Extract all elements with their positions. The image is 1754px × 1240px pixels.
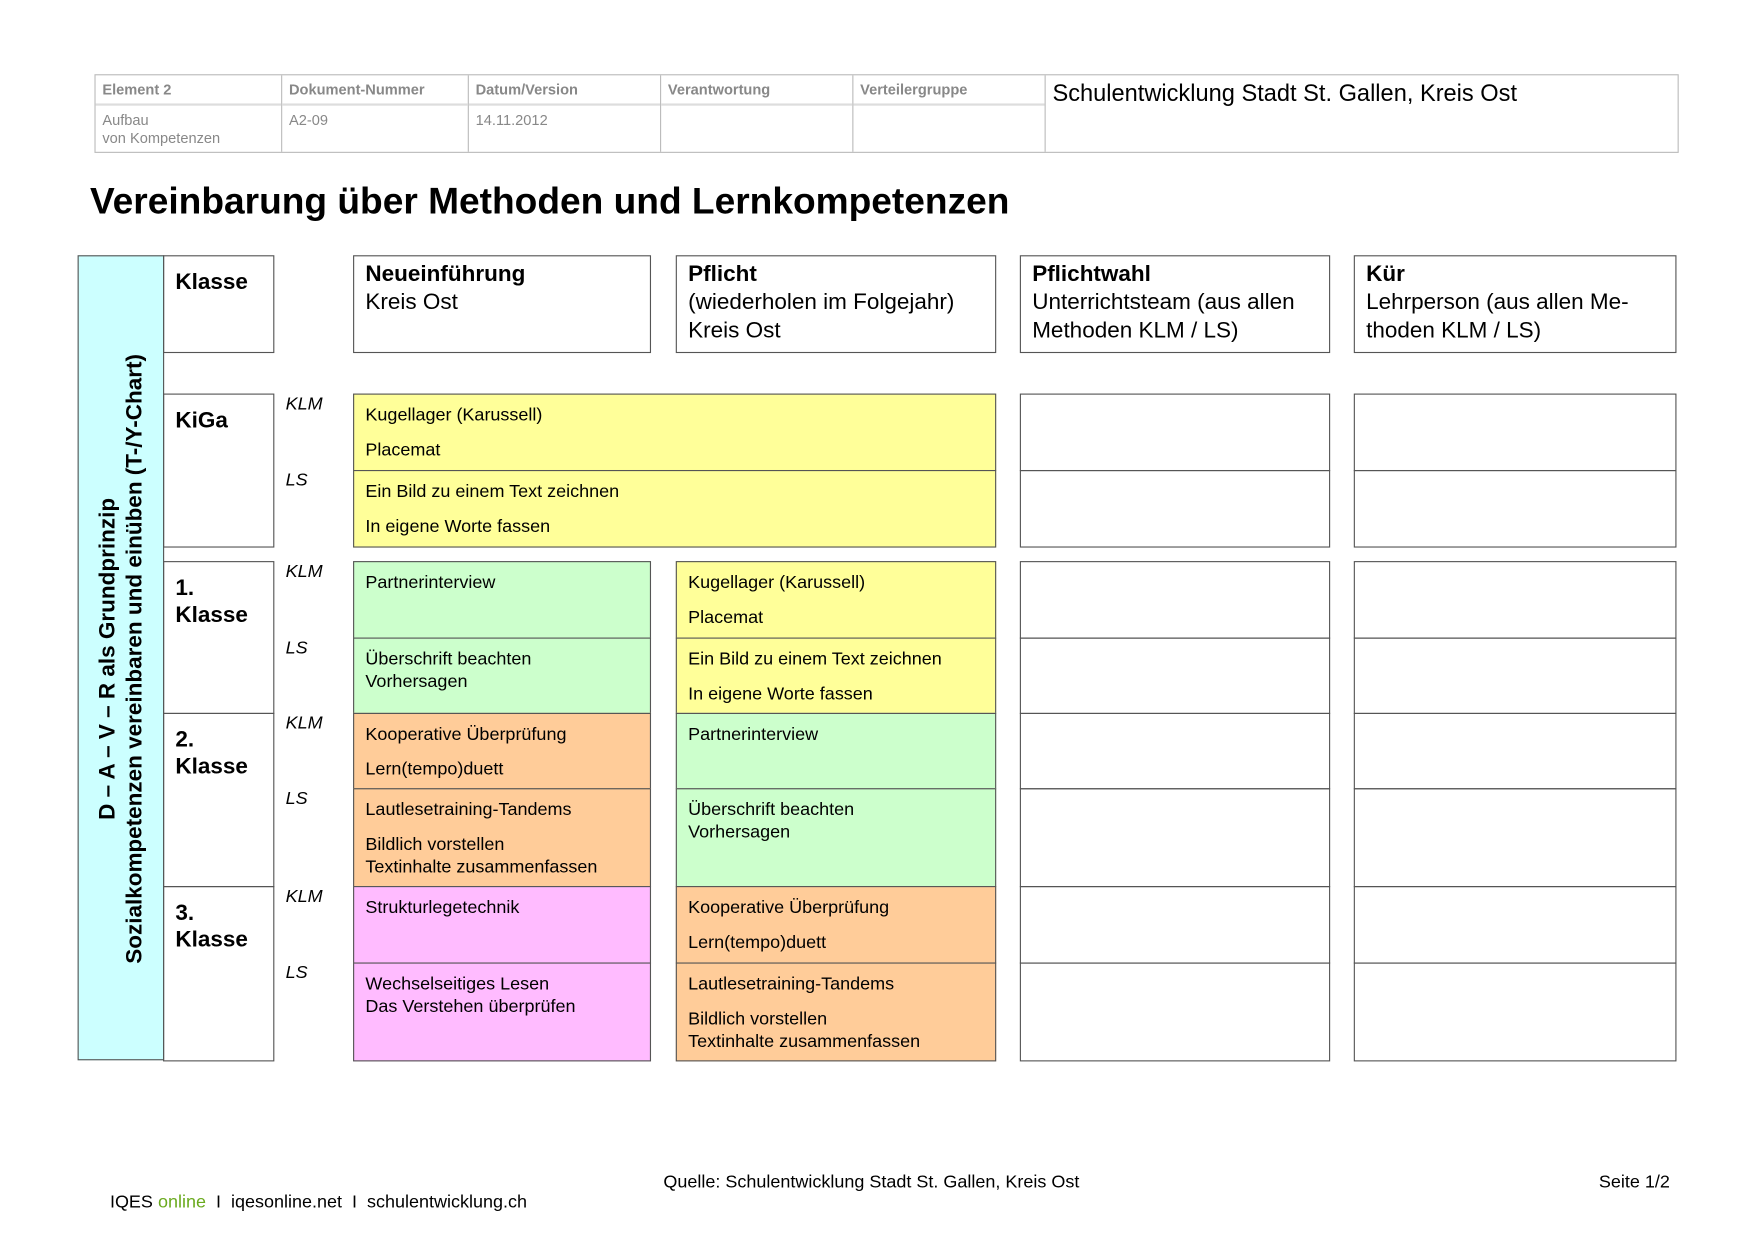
method-item: Strukturlegetechnik bbox=[365, 898, 520, 918]
footer-brand-name: IQES bbox=[109, 1192, 153, 1213]
method-item: Vorhersagen bbox=[688, 823, 791, 843]
header-column bbox=[469, 75, 661, 151]
header-column-title: Dokument-Nummer bbox=[282, 75, 468, 105]
footer-brand-online: online bbox=[157, 1192, 206, 1213]
page-title: Vereinbarung über Methoden und Lernkompetenzen bbox=[89, 179, 1010, 222]
column-header-line: Methoden KLM / LS) bbox=[1032, 318, 1239, 343]
column-header bbox=[353, 255, 651, 353]
ls-label: LS bbox=[285, 789, 308, 809]
method-cell bbox=[676, 886, 996, 964]
empty-cell[interactable] bbox=[1354, 886, 1677, 964]
method-item: Ein Bild zu einem Text zeichnen bbox=[688, 649, 942, 670]
footer-page-number: Seite 1/2 bbox=[1598, 1172, 1670, 1192]
method-item: Placemat bbox=[688, 608, 764, 628]
empty-cell[interactable] bbox=[1020, 962, 1330, 1061]
header-column-value bbox=[661, 106, 852, 117]
empty-cell[interactable] bbox=[1020, 713, 1330, 789]
column-header-title: Pflicht bbox=[688, 261, 757, 287]
klm-label: KLM bbox=[285, 887, 323, 907]
column-header bbox=[1020, 255, 1330, 353]
method-item: Bildlich vorstellen bbox=[688, 1009, 828, 1029]
header-column-value: 14.11.2012 bbox=[475, 111, 548, 129]
method-item: Lern(tempo)duett bbox=[365, 760, 504, 780]
method-item: Ein Bild zu einem Text zeichnen bbox=[365, 482, 620, 502]
klasse-header: Klasse bbox=[163, 255, 274, 353]
method-item: Wechselseitiges Lesen bbox=[365, 974, 550, 994]
method-cell bbox=[353, 713, 651, 789]
method-cell bbox=[353, 561, 651, 639]
header-organization: Schulentwicklung Stadt St. Gallen, Kreis Ost bbox=[1052, 80, 1518, 107]
ls-label: LS bbox=[285, 638, 308, 658]
method-paragraph bbox=[365, 897, 638, 919]
empty-cell[interactable] bbox=[1354, 394, 1677, 472]
method-paragraph bbox=[688, 649, 984, 671]
sidebar-principle bbox=[78, 255, 165, 1060]
column-header-title: Pflichtwahl bbox=[1032, 261, 1151, 287]
column-header-line: Unterrichtsteam (aus allen bbox=[1032, 290, 1295, 315]
method-paragraph bbox=[365, 799, 638, 821]
header-column-value: A2-09 bbox=[288, 111, 328, 129]
method-cell bbox=[353, 788, 651, 887]
method-cell bbox=[353, 638, 651, 714]
empty-cell[interactable] bbox=[1020, 788, 1330, 887]
method-item: Kooperative Überprüfung bbox=[688, 898, 890, 918]
method-paragraph bbox=[365, 572, 638, 594]
document-header-table bbox=[94, 74, 1678, 153]
method-item: Placemat bbox=[365, 440, 441, 460]
header-column-title: Verantwortung bbox=[661, 75, 852, 105]
empty-cell[interactable] bbox=[1354, 788, 1677, 887]
method-item: Textinhalte zusammenfassen bbox=[688, 1032, 921, 1052]
method-item: Textinhalte zusammenfassen bbox=[365, 857, 598, 878]
method-paragraph bbox=[688, 897, 984, 919]
column-header-line: Lehrperson (aus allen Me- bbox=[1366, 290, 1629, 315]
method-paragraph bbox=[688, 1009, 984, 1054]
method-item: Lautlesetraining-Tandems bbox=[688, 974, 895, 994]
method-paragraph bbox=[365, 834, 638, 879]
method-cell bbox=[676, 788, 996, 887]
method-paragraph bbox=[688, 724, 984, 746]
empty-cell[interactable] bbox=[1354, 638, 1677, 714]
method-paragraph bbox=[365, 974, 638, 1019]
column-header-line: Kreis Ost bbox=[688, 318, 781, 343]
footer-source: Quelle: Schulentwicklung Stadt St. Gallen, Kreis Ost bbox=[663, 1172, 1080, 1192]
method-cell bbox=[353, 470, 996, 548]
method-paragraph bbox=[365, 440, 983, 462]
method-item: In eigene Worte fassen bbox=[365, 517, 551, 537]
method-paragraph bbox=[688, 607, 984, 629]
column-header-title: Neueinführung bbox=[365, 261, 526, 287]
method-paragraph bbox=[365, 516, 983, 538]
header-column-value: Aufbau von Kompetenzen bbox=[102, 111, 221, 147]
header-column-title: Datum/Version bbox=[469, 75, 660, 105]
method-item: Kugellager (Karussell) bbox=[365, 405, 543, 426]
empty-cell[interactable] bbox=[1020, 470, 1330, 548]
empty-cell[interactable] bbox=[1020, 394, 1330, 472]
method-item: Bildlich vorstellen bbox=[365, 835, 505, 855]
method-cell bbox=[676, 713, 996, 789]
empty-cell[interactable] bbox=[1354, 713, 1677, 789]
method-item: In eigene Worte fassen bbox=[688, 684, 873, 704]
method-item: Überschrift beachten bbox=[688, 800, 855, 820]
klm-label: KLM bbox=[285, 394, 323, 414]
method-item: Das Verstehen überprüfen bbox=[365, 997, 576, 1017]
empty-cell[interactable] bbox=[1020, 638, 1330, 714]
header-column-title: Element 2 bbox=[96, 75, 282, 105]
column-header bbox=[676, 255, 996, 353]
empty-cell[interactable] bbox=[1354, 962, 1677, 1061]
method-item: Lautlesetraining-Tandems bbox=[365, 800, 572, 820]
method-cell bbox=[676, 638, 996, 714]
header-column bbox=[853, 75, 1045, 151]
method-cell bbox=[353, 886, 651, 964]
method-cell bbox=[353, 394, 996, 472]
method-paragraph bbox=[688, 684, 984, 706]
method-item: Kooperative Überprüfung bbox=[365, 725, 567, 745]
sidebar-line-1: D – A – V – R als Grundprinzip bbox=[95, 497, 121, 820]
header-column-value bbox=[853, 106, 1044, 117]
method-item: Überschrift beachten bbox=[365, 649, 532, 670]
method-paragraph bbox=[365, 481, 983, 503]
empty-cell[interactable] bbox=[1020, 886, 1330, 964]
method-paragraph bbox=[365, 759, 638, 781]
method-paragraph bbox=[365, 405, 983, 427]
klasse-row-label: 1. Klasse bbox=[163, 561, 274, 714]
footer-links[interactable]: I iqesonline.net I schulentwicklung.ch bbox=[215, 1192, 527, 1213]
method-item: Partnerinterview bbox=[365, 573, 496, 593]
method-item: Kugellager (Karussell) bbox=[688, 573, 866, 593]
header-column bbox=[96, 75, 283, 151]
ls-label: LS bbox=[285, 471, 308, 491]
method-item: Vorhersagen bbox=[365, 672, 468, 692]
method-paragraph bbox=[688, 974, 984, 996]
header-column bbox=[661, 75, 853, 151]
empty-cell[interactable] bbox=[1354, 561, 1677, 639]
method-cell bbox=[353, 962, 651, 1061]
footer-brand bbox=[90, 1173, 527, 1234]
method-paragraph bbox=[688, 572, 984, 594]
klasse-row-label: KiGa bbox=[163, 394, 274, 548]
empty-cell[interactable] bbox=[1020, 561, 1330, 639]
klm-label: KLM bbox=[285, 562, 323, 582]
method-cell bbox=[676, 561, 996, 639]
method-paragraph bbox=[365, 649, 638, 694]
column-header-title: Kür bbox=[1366, 261, 1405, 287]
column-header-line: (wiederholen im Folgejahr) bbox=[688, 290, 955, 315]
klm-label: KLM bbox=[285, 713, 323, 734]
ls-label: LS bbox=[285, 963, 308, 983]
sidebar-line-2: Sozialkompetenzen vereinbaren und einüben (T-/Y-Chart) bbox=[122, 354, 148, 964]
header-column-title: Verteilergruppe bbox=[853, 75, 1044, 105]
method-paragraph bbox=[688, 932, 984, 954]
header-column bbox=[282, 75, 469, 151]
method-paragraph bbox=[688, 799, 984, 844]
method-paragraph bbox=[365, 724, 638, 746]
empty-cell[interactable] bbox=[1354, 470, 1677, 548]
klasse-row-label: 3. Klasse bbox=[163, 886, 274, 1061]
column-header-line: thoden KLM / LS) bbox=[1366, 318, 1542, 343]
column-header-line: Kreis Ost bbox=[365, 290, 458, 315]
column-header bbox=[1354, 255, 1677, 353]
method-cell bbox=[676, 962, 996, 1061]
klasse-row-label: 2. Klasse bbox=[163, 713, 274, 887]
method-item: Lern(tempo)duett bbox=[688, 933, 827, 953]
method-item: Partnerinterview bbox=[688, 725, 819, 745]
